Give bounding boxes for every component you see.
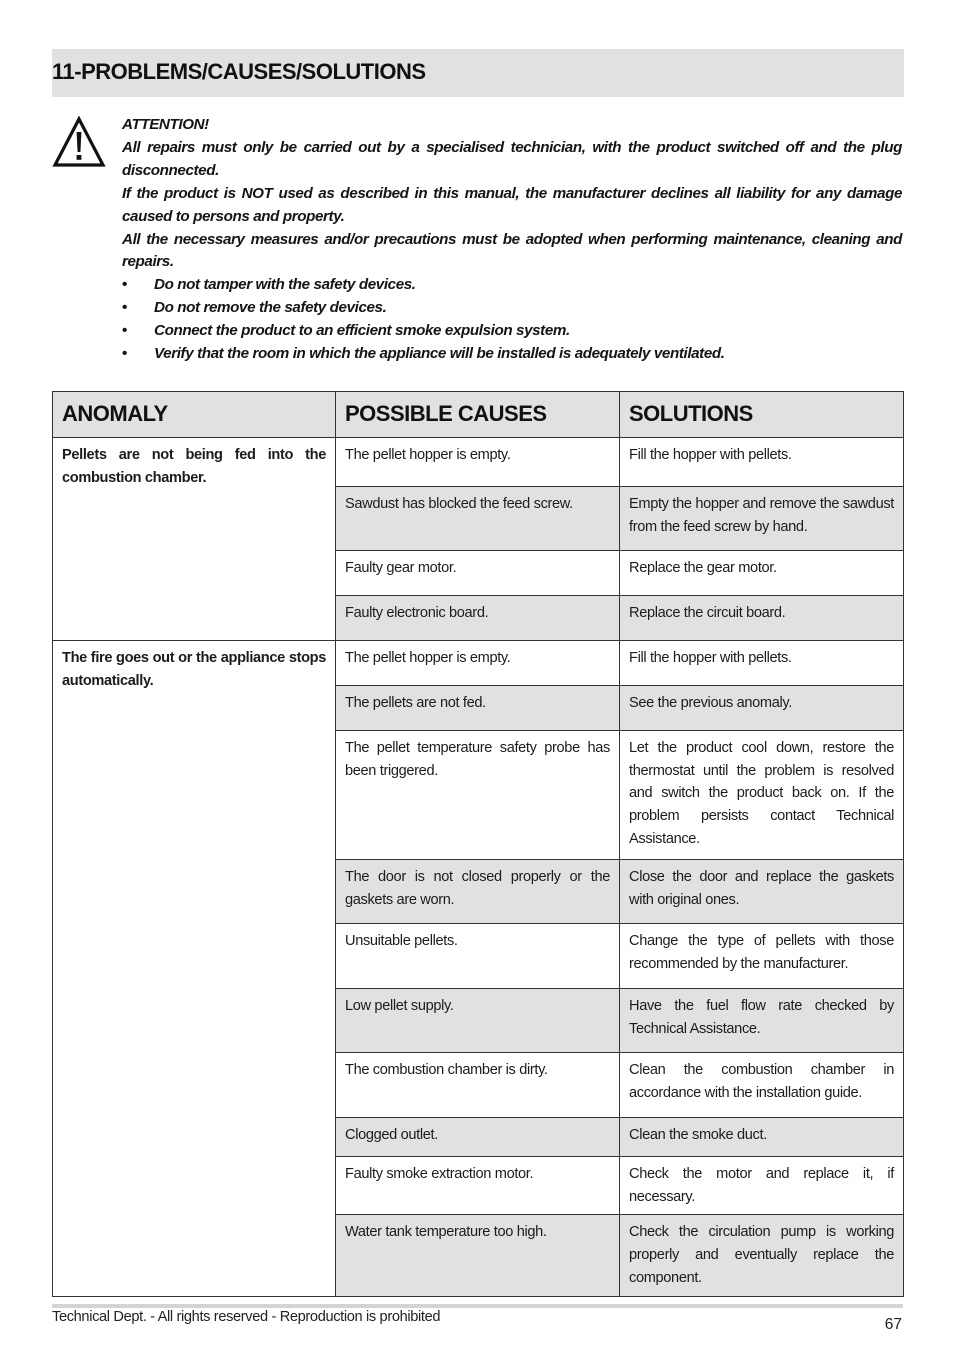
cause-cell: Sawdust has blocked the feed screw. <box>336 487 620 551</box>
footer-copyright: Technical Dept. - All rights reserved - Reproduction is prohibited <box>52 1309 441 1325</box>
table-row <box>53 438 904 487</box>
cause-cell: The combustion chamber is dirty. <box>336 1053 620 1118</box>
cause-cell: The pellets are not fed. <box>336 686 620 731</box>
bullet-item <box>122 274 902 297</box>
cause-cell: Clogged outlet. <box>336 1118 620 1157</box>
solution-cell: Fill the hopper with pellets. <box>620 641 904 686</box>
problems-table <box>52 391 904 1297</box>
solution-cell: Replace the circuit board. <box>620 596 904 641</box>
footer-divider <box>52 1304 903 1308</box>
cause-cell: Unsuitable pellets. <box>336 924 620 989</box>
bullet-glyph: • <box>122 276 127 294</box>
attention-notice <box>122 114 902 366</box>
attention-paragraph: All repairs must only be carried out by a specialised technician, with the product switched off and the plug disconnected. <box>122 138 902 179</box>
safety-bullet-list <box>122 274 902 366</box>
cause-cell: The pellet temperature safety probe has been triggered. <box>336 731 620 860</box>
bullet-item <box>122 297 902 320</box>
warning-triangle-icon <box>52 116 106 168</box>
cause-cell: The pellet hopper is empty. <box>336 641 620 686</box>
solution-cell: Replace the gear motor. <box>620 551 904 596</box>
bullet-item <box>122 343 902 366</box>
bullet-text: Verify that the room in which the appliance will be installed is adequately ventilated. <box>154 345 725 363</box>
bullet-text: Do not remove the safety devices. <box>154 299 387 317</box>
cause-cell: The pellet hopper is empty. <box>336 438 620 487</box>
solution-cell: Clean the combustion chamber in accordance with the installation guide. <box>620 1053 904 1118</box>
solution-cell: Change the type of pellets with those recommended by the manufacturer. <box>620 924 904 989</box>
anomaly-cell: Pellets are not being fed into the combustion chamber. <box>53 438 336 641</box>
cause-cell: Water tank temperature too high. <box>336 1215 620 1297</box>
attention-paragraph: All the necessary measures and/or precautions must be adopted when performing maintenance, cleaning and repairs. <box>122 230 902 271</box>
bullet-glyph: • <box>122 299 127 317</box>
header-possible-causes: POSSIBLE CAUSES <box>336 392 620 438</box>
cause-cell: Low pellet supply. <box>336 989 620 1053</box>
cause-cell: Faulty electronic board. <box>336 596 620 641</box>
cause-cell: Faulty smoke extraction motor. <box>336 1157 620 1215</box>
bullet-glyph: • <box>122 322 127 340</box>
solution-cell: Have the fuel flow rate checked by Technical Assistance. <box>620 989 904 1053</box>
cause-cell: Faulty gear motor. <box>336 551 620 596</box>
bullet-text: Do not tamper with the safety devices. <box>154 276 416 294</box>
page-number: 67 <box>884 1316 902 1333</box>
anomaly-cell: The fire goes out or the appliance stops automatically. <box>53 641 336 1297</box>
solution-cell: Close the door and replace the gaskets with original ones. <box>620 860 904 924</box>
solution-cell: Clean the smoke duct. <box>620 1118 904 1157</box>
solution-cell: See the previous anomaly. <box>620 686 904 731</box>
attention-paragraph: If the product is NOT used as described in this manual, the manufacturer declines all liability for any damage caused to persons and property. <box>122 184 902 225</box>
section-header-bar <box>52 49 904 97</box>
table-row <box>53 641 904 686</box>
header-solutions: SOLUTIONS <box>620 392 904 438</box>
bullet-item <box>122 320 902 343</box>
solution-cell: Fill the hopper with pellets. <box>620 438 904 487</box>
header-anomaly: ANOMALY <box>53 392 336 438</box>
solution-cell: Let the product cool down, restore the thermostat until the problem is resolved and switch the product back on. If the problem persists contact Technical Assistance. <box>620 731 904 860</box>
solution-cell: Empty the hopper and remove the sawdust from the feed screw by hand. <box>620 487 904 551</box>
solution-cell: Check the motor and replace it, if necessary. <box>620 1157 904 1215</box>
table-header-row <box>53 392 904 438</box>
attention-heading: ATTENTION! <box>122 116 209 133</box>
cause-cell: The door is not closed properly or the gaskets are worn. <box>336 860 620 924</box>
bullet-glyph: • <box>122 345 127 363</box>
section-title: 11-PROBLEMS/CAUSES/SOLUTIONS <box>52 59 426 84</box>
bullet-text: Connect the product to an efficient smoke expulsion system. <box>154 322 570 340</box>
solution-cell: Check the circulation pump is working properly and eventually replace the component. <box>620 1215 904 1297</box>
